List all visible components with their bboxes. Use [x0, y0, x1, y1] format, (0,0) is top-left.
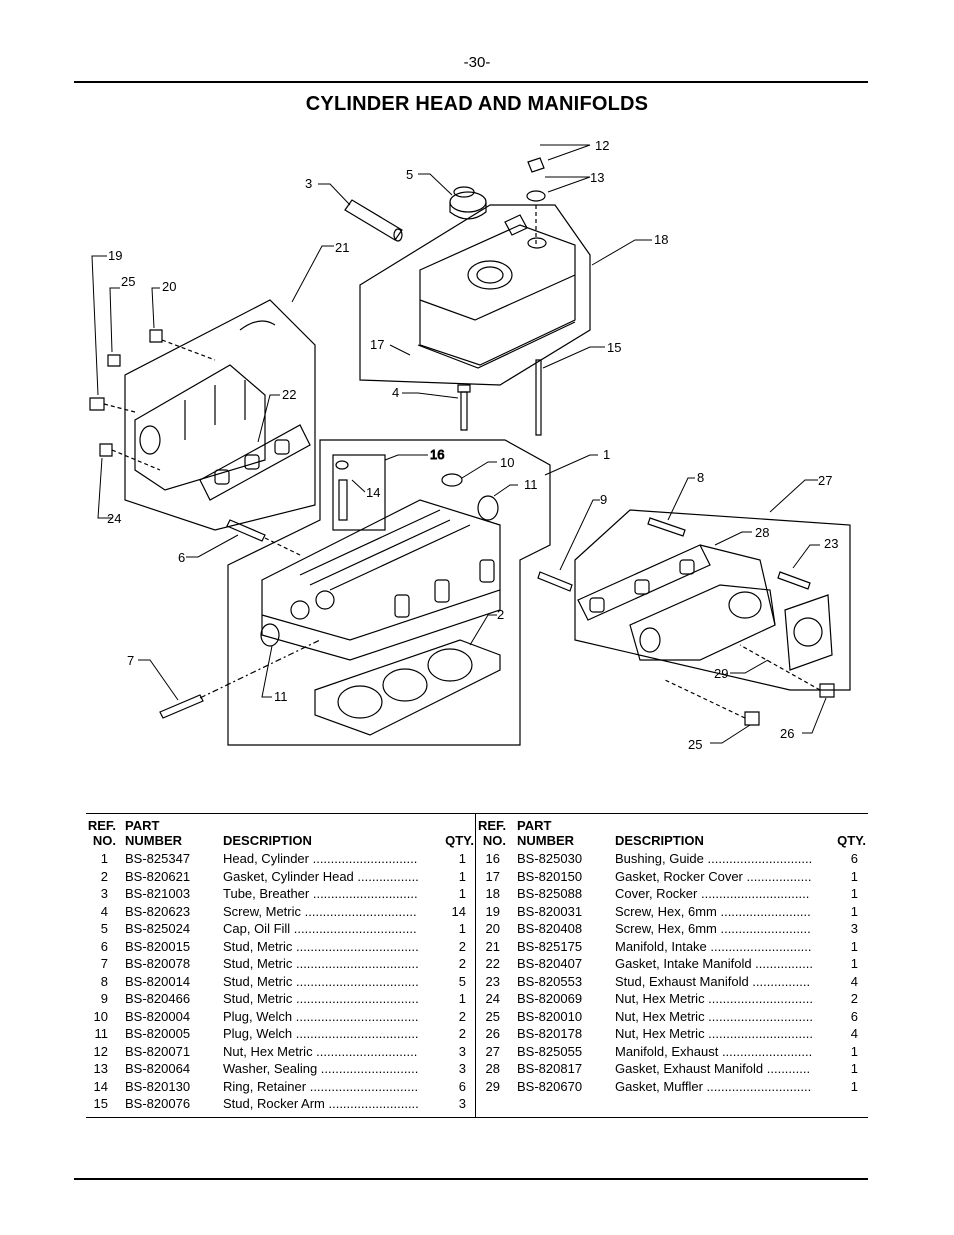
qty-cell: 4: [850, 1026, 858, 1041]
page-number: -30-: [463, 54, 491, 71]
ref-cell: 21: [485, 938, 500, 954]
qty-cell: 2: [458, 956, 466, 971]
rocker-cover: [418, 215, 575, 368]
part-number-cell: BS-820621: [125, 868, 191, 884]
qty-cell: 1: [850, 903, 858, 919]
qty-cell: 1: [850, 938, 858, 954]
qty-cell: 1: [850, 886, 858, 901]
intake-manifold-outline: [125, 300, 315, 530]
description-cell: Tube, Breather .............................: [223, 886, 418, 901]
description-cell: Washer, Sealing ...........................: [223, 1061, 419, 1076]
description-cell: Plug, Welch ..................................: [223, 1026, 419, 1041]
qty-cell: 3: [458, 1096, 466, 1111]
parts-table-right: [478, 814, 871, 1117]
table-row: [478, 974, 871, 992]
qty-cell: 2: [458, 1026, 466, 1041]
table-row: [86, 1096, 479, 1114]
leader-lines: [92, 145, 826, 743]
table-row: [478, 851, 871, 869]
callout-3: 3: [305, 176, 313, 191]
table-row: [86, 1026, 479, 1044]
qty-cell: 4: [850, 973, 858, 989]
callout-2: 2: [497, 607, 505, 622]
qty-cell: 1: [850, 956, 858, 971]
callout-27: 27: [818, 473, 833, 488]
ref-cell: 6: [100, 938, 108, 954]
exhaust-stud-23: [778, 572, 810, 589]
qty-cell: 5: [458, 973, 466, 989]
qty-cell: 1: [458, 991, 466, 1006]
part-number-cell: BS-825088: [517, 886, 583, 901]
ref-cell: 23: [485, 973, 500, 989]
table-row: [86, 921, 479, 939]
part-number-cell: BS-820670: [517, 1078, 583, 1094]
part-number-cell: BS-820817: [517, 1061, 583, 1076]
callout-7: 7: [127, 653, 135, 668]
part-number-cell: BS-820071: [125, 1043, 191, 1059]
ref-cell: 12: [93, 1043, 108, 1059]
rocker-arm-stud: [536, 360, 541, 435]
callout-5: 5: [406, 167, 414, 182]
exhaust-manifold: [630, 545, 775, 660]
table-row: [478, 869, 871, 887]
table-row: [86, 904, 479, 922]
description-cell: Ring, Retainer ..............................: [223, 1078, 419, 1094]
callout-22: 22: [282, 387, 297, 402]
ref-cell: 22: [485, 956, 500, 971]
description-cell: Gasket, Exhaust Manifold ............: [615, 1061, 811, 1076]
description-cell: Stud, Metric ..................................: [223, 956, 419, 971]
ref-cell: 15: [93, 1096, 108, 1111]
header-part: [125, 818, 182, 848]
part-number-cell: BS-821003: [125, 886, 191, 901]
description-cell: Plug, Welch ..................................: [223, 1008, 419, 1024]
qty-cell: 1: [850, 868, 858, 884]
description-cell: Screw, Hex, 6mm .........................: [615, 903, 811, 919]
description-cell: Manifold, Exhaust .........................: [615, 1043, 813, 1059]
header-qty: QTY.: [837, 833, 866, 848]
hex-nut-25-right: [745, 712, 759, 725]
table-row: [86, 1044, 479, 1062]
ref-cell: 3: [100, 886, 108, 901]
part-number-cell: BS-820076: [125, 1096, 191, 1111]
ref-cell: 16: [485, 851, 500, 866]
header-part-top: PART: [517, 818, 552, 833]
qty-cell: 1: [458, 868, 466, 884]
part-number-cell: BS-820178: [517, 1026, 583, 1041]
ref-cell: 14: [93, 1078, 108, 1094]
metric-screw: [458, 385, 470, 430]
description-cell: Stud, Exhaust Manifold ................: [615, 973, 811, 989]
table-row: [86, 991, 479, 1009]
callout-23: 23: [824, 536, 839, 551]
callout-16-visible: 16: [430, 447, 445, 462]
header-part-top: PART: [125, 818, 160, 833]
ref-cell: 8: [100, 973, 108, 989]
ref-cell: 27: [485, 1043, 500, 1059]
part-number-cell: BS-820553: [517, 973, 583, 989]
valve-guide-bushing: [339, 480, 347, 520]
table-row: [86, 1079, 479, 1097]
description-cell: Head, Cylinder .............................: [223, 851, 418, 866]
ref-cell: 11: [94, 1026, 108, 1041]
table-row: [86, 939, 479, 957]
part-number-cell: BS-820064: [125, 1061, 191, 1076]
metric-stud-7: [160, 695, 203, 718]
table-row: [86, 974, 479, 992]
qty-cell: 3: [458, 1043, 466, 1059]
description-cell: Cover, Rocker ..............................: [615, 886, 810, 901]
header-ref: [86, 818, 116, 848]
part-number-cell: BS-820004: [125, 1008, 191, 1024]
description-cell: Stud, Metric ..................................: [223, 973, 419, 989]
header-qty: QTY.: [445, 833, 474, 848]
callout-11-bottom: 11: [274, 689, 288, 704]
part-number-cell: BS-825175: [517, 938, 583, 954]
ref-cell: 29: [485, 1078, 500, 1094]
qty-cell: 1: [850, 1043, 858, 1059]
part-number-cell: BS-820010: [517, 1008, 583, 1024]
callout-4: 4: [392, 385, 400, 400]
ref-cell: 9: [100, 991, 108, 1006]
header-description: DESCRIPTION: [223, 833, 312, 848]
part-number-cell: BS-820031: [517, 903, 583, 919]
part-number-cell: BS-825024: [125, 921, 191, 936]
header-ref-bottom: NO.: [92, 833, 116, 848]
header-ref: [478, 818, 506, 848]
sealing-washer: [527, 191, 545, 201]
ref-cell: 7: [100, 956, 108, 971]
table-row: [86, 1061, 479, 1079]
ref-cell: 1: [100, 851, 108, 866]
description-cell: Gasket, Intake Manifold ................: [615, 956, 813, 971]
parts-table: [86, 813, 868, 1118]
retainer-ring: [336, 461, 348, 469]
ref-cell: 20: [485, 921, 500, 936]
callout-11-top: 11: [524, 477, 538, 492]
metric-stud-9: [538, 572, 572, 591]
callout-26-label: 26: [780, 726, 795, 741]
callout-14: 14: [366, 485, 381, 500]
welch-plug-11-top: [478, 496, 498, 520]
header-ref-top: REF.: [478, 818, 507, 833]
description-cell: Gasket, Muffler .............................: [615, 1078, 812, 1094]
table-row: [478, 886, 871, 904]
callout-8: 8: [697, 470, 705, 485]
part-number-cell: BS-820005: [125, 1026, 191, 1041]
qty-cell: 6: [850, 851, 858, 866]
callout-13: 13: [590, 170, 605, 185]
ref-cell: 2: [100, 868, 108, 884]
exhaust-manifold-gasket: [578, 545, 710, 620]
callout-17: 17: [370, 337, 385, 352]
callout-19: 19: [108, 248, 123, 263]
callout-9: 9: [600, 492, 608, 507]
table-row: [478, 956, 871, 974]
parts-table-left: [86, 814, 479, 1117]
description-cell: Bushing, Guide .............................: [615, 851, 813, 866]
ref-cell: 24: [485, 991, 500, 1006]
part-number-cell: BS-820130: [125, 1078, 191, 1094]
ref-cell: 5: [100, 921, 108, 936]
description-cell: Screw, Hex, 6mm .........................: [615, 921, 811, 936]
header-part-bottom: NUMBER: [517, 833, 575, 848]
hex-screw-19: [90, 398, 104, 410]
callout-1: 1: [603, 447, 611, 462]
ref-cell: 26: [485, 1026, 500, 1041]
hex-nut-12: [528, 158, 544, 172]
table-row: [478, 921, 871, 939]
description-cell: Stud, Metric ..................................: [223, 991, 419, 1006]
intake-manifold: [135, 321, 275, 490]
table-row: [86, 869, 479, 887]
hex-nut-25-left: [108, 355, 120, 366]
callout-29: 29: [714, 666, 729, 681]
hex-screw-20: [150, 330, 162, 342]
table-row: [478, 1044, 871, 1062]
part-number-cell: BS-820069: [517, 991, 583, 1006]
qty-cell: 6: [458, 1078, 466, 1094]
description-cell: Gasket, Cylinder Head .................: [223, 868, 419, 884]
oil-fill-cap: [450, 187, 486, 219]
part-number-cell: BS-825030: [517, 851, 583, 866]
table-row: [478, 1079, 871, 1097]
breather-tube: [345, 200, 402, 241]
part-number-cell: BS-825347: [125, 851, 191, 866]
ref-cell: 25: [485, 1008, 500, 1024]
table-row: [478, 991, 871, 1009]
callout-18: 18: [654, 232, 669, 247]
header-part: [517, 818, 574, 848]
qty-cell: 2: [850, 991, 858, 1006]
callout-10: 10: [500, 455, 515, 470]
part-number-cell: BS-820623: [125, 903, 191, 919]
top-rule: [74, 81, 868, 83]
qty-cell: 1: [850, 1061, 858, 1076]
qty-cell: 6: [850, 1008, 858, 1024]
callout-25-left: 25: [121, 274, 136, 289]
table-row: [86, 956, 479, 974]
callout-25-right: 25: [688, 737, 703, 752]
description-cell: Gasket, Rocker Cover ..................: [615, 868, 812, 884]
ref-cell: 17: [485, 868, 500, 884]
callout-20: 20: [162, 279, 177, 294]
qty-cell: 1: [850, 1078, 858, 1094]
qty-cell: 1: [458, 851, 466, 866]
ref-cell: 18: [485, 886, 500, 901]
part-number-cell: BS-820014: [125, 973, 191, 989]
header-part-bottom: NUMBER: [125, 833, 183, 848]
part-number-cell: BS-820015: [125, 938, 191, 954]
ref-cell: 4: [100, 903, 108, 919]
page-title: CYLINDER HEAD AND MANIFOLDS: [305, 93, 649, 115]
ref-cell: 13: [93, 1061, 108, 1076]
description-cell: Nut, Hex Metric .............................: [615, 1008, 813, 1024]
part-number-cell: BS-820407: [517, 956, 583, 971]
ref-cell: 28: [485, 1061, 500, 1076]
callout-24: 24: [107, 511, 122, 526]
table-row: [86, 851, 479, 869]
part-number-cell: BS-820408: [517, 921, 583, 936]
table-row: [478, 904, 871, 922]
cylinder-head-gasket: [315, 640, 500, 735]
description-cell: Nut, Hex Metric .............................: [615, 1026, 813, 1041]
description-cell: Stud, Rocker Arm .........................: [223, 1096, 419, 1111]
qty-cell: 3: [850, 921, 858, 936]
cylinder-head: [262, 500, 500, 660]
bottom-rule: [74, 1178, 868, 1180]
table-row: [86, 1009, 479, 1027]
callout-6: 6: [178, 550, 186, 565]
table-row: [478, 1009, 871, 1027]
table-row: [478, 1026, 871, 1044]
header-ref-top: REF.: [87, 818, 116, 833]
qty-cell: 14: [451, 903, 466, 919]
part-number-cell: BS-820150: [517, 868, 583, 884]
description-cell: Nut, Hex Metric ............................: [223, 1043, 418, 1059]
description-cell: Screw, Metric ...............................: [223, 903, 417, 919]
qty-cell: 1: [458, 886, 466, 901]
description-cell: Manifold, Intake ............................: [615, 938, 812, 954]
part-number-cell: BS-820078: [125, 956, 191, 971]
header-ref-bottom: NO.: [482, 833, 506, 848]
hex-nut-24: [100, 444, 112, 456]
description-cell: Nut, Hex Metric .............................: [615, 991, 813, 1006]
description-cell: Cap, Oil Fill ..................................: [223, 921, 417, 936]
qty-cell: 2: [458, 938, 466, 954]
callout-28: 28: [755, 525, 770, 540]
ref-cell: 10: [93, 1008, 108, 1024]
metric-stud-8: [648, 518, 685, 536]
table-row: [478, 1061, 871, 1079]
qty-cell: 3: [458, 1061, 466, 1076]
ref-cell: 19: [485, 903, 500, 919]
description-cell: Stud, Metric ..................................: [223, 938, 419, 954]
qty-cell: 1: [458, 921, 466, 936]
callout-12: 12: [595, 138, 610, 153]
table-row: [86, 886, 479, 904]
muffler-gasket: [785, 595, 832, 670]
part-number-cell: BS-820466: [125, 991, 191, 1006]
welch-plug-10: [442, 474, 462, 486]
exploded-parts-diagram: [74, 130, 868, 780]
part-number-cell: BS-825055: [517, 1043, 583, 1059]
table-row: [478, 939, 871, 957]
callout-21: 21: [335, 240, 350, 255]
header-description: DESCRIPTION: [615, 833, 704, 848]
qty-cell: 2: [458, 1008, 466, 1024]
callout-15-label: 15: [607, 340, 622, 355]
